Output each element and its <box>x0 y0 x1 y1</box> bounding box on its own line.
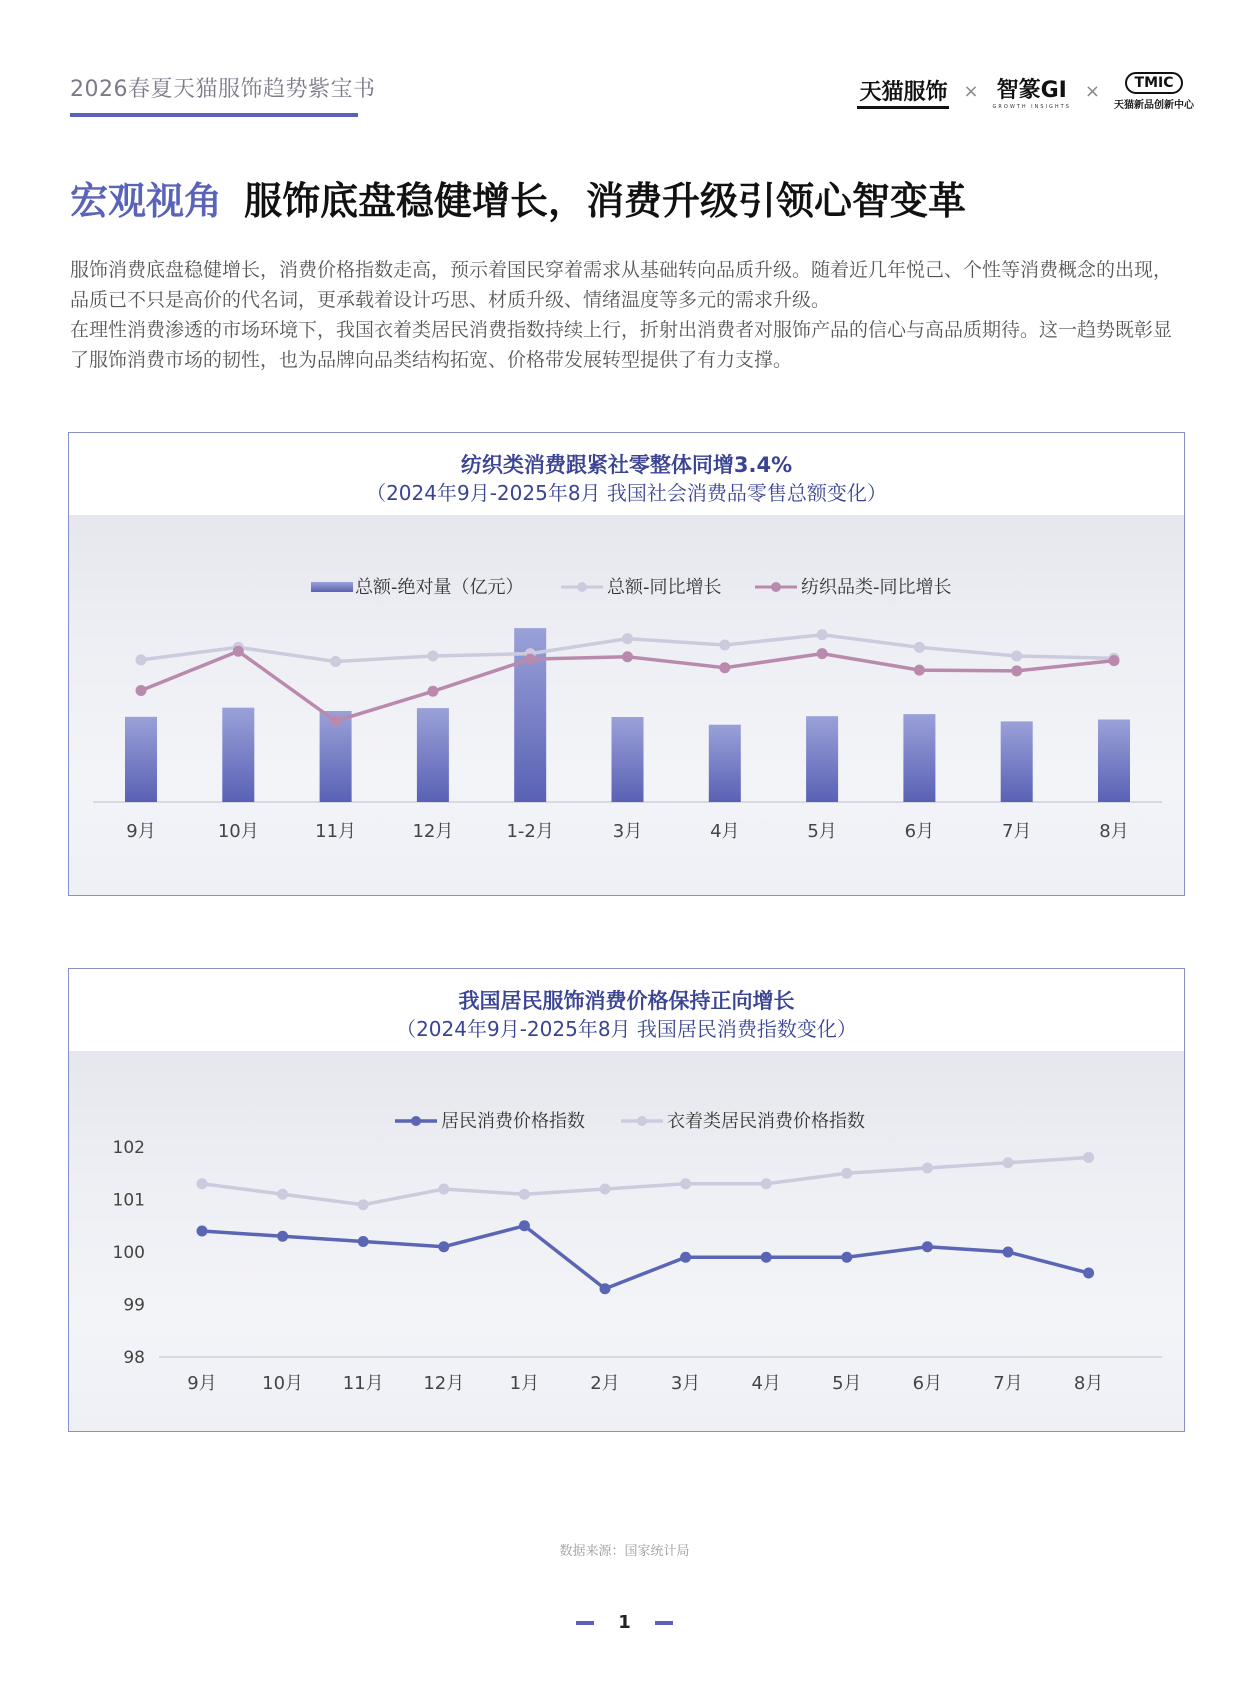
point-total-yoy <box>817 629 828 640</box>
y-tick-label: 101 <box>112 1190 145 1211</box>
legend-label: 衣着类居民消费价格指数 <box>667 1111 865 1132</box>
legend-label: 总额-绝对量（亿元） <box>355 577 524 598</box>
x-tick-label: 12月 <box>412 821 454 842</box>
legend-swatch-marker <box>637 1116 647 1126</box>
point-clothing-cpi <box>519 1189 530 1200</box>
x-tick-label: 9月 <box>126 821 156 842</box>
bar-total-absolute <box>417 708 449 802</box>
y-tick-label: 102 <box>112 1138 145 1158</box>
point-total-yoy <box>330 656 341 667</box>
legend-swatch-marker <box>411 1116 421 1126</box>
x-tick-label: 1-2月 <box>506 821 554 842</box>
intro-paragraph-2: 在理性消费渗透的市场环境下，我国衣着类居民消费指数持续上行，折射出消费者对服饰产品的信心与高品质期待。这一趋势既彰显了服饰消费市场的韧性，也为品牌向品类结构拓宽、价格带发展转型提供了有力支撑。 <box>70 319 1173 371</box>
y-tick-label: 98 <box>123 1348 145 1368</box>
line-cpi <box>202 1226 1089 1289</box>
point-clothing-cpi <box>761 1178 772 1189</box>
point-clothing-cpi <box>197 1178 208 1189</box>
legend-label: 总额-同比增长 <box>607 577 722 598</box>
x-tick-label: 8月 <box>1099 821 1129 842</box>
x-tick-label: 6月 <box>912 1373 943 1394</box>
logo-separator: × <box>963 81 979 102</box>
bar-total-absolute <box>709 725 741 802</box>
point-clothing-cpi <box>1083 1152 1094 1163</box>
gi-logo-text: 智篆GI <box>996 78 1067 103</box>
report-title-underline <box>70 113 358 117</box>
point-textile-yoy <box>525 654 536 665</box>
point-cpi <box>922 1241 933 1252</box>
intro-text <box>70 255 1185 375</box>
intro-paragraph-1: 服饰消费底盘稳健增长，消费价格指数走高，预示着国民穿着需求从基础转向品质升级。随着近几年悦己、个性等消费概念的出现，品质已不只是高价的代名词，更承载着设计巧思、材质升级、情绪温度等多元的需求升级。 <box>70 259 1173 311</box>
page-number <box>0 1612 1249 1633</box>
legend-label: 纺织品类-同比增长 <box>801 577 952 598</box>
bar-total-absolute <box>1098 720 1130 802</box>
point-clothing-cpi <box>841 1168 852 1179</box>
point-textile-yoy <box>817 648 828 659</box>
tmall-logo: 天猫服饰 <box>857 75 949 109</box>
point-clothing-cpi <box>922 1163 933 1174</box>
section-tag: 宏观视角 <box>70 179 223 223</box>
point-total-yoy <box>136 654 147 665</box>
x-tick-label: 10月 <box>217 821 259 842</box>
point-total-yoy <box>427 650 438 661</box>
page-dash-right <box>655 1621 673 1625</box>
point-clothing-cpi <box>277 1189 288 1200</box>
point-cpi <box>519 1220 530 1231</box>
x-tick-label: 12月 <box>423 1373 465 1394</box>
point-cpi <box>438 1241 449 1252</box>
legend-swatch-marker <box>577 582 587 592</box>
chart2-subtitle: （2024年9月-2025年8月 我国居民消费指数变化） <box>396 1017 857 1041</box>
gi-logo <box>993 73 1071 110</box>
point-cpi <box>197 1226 208 1237</box>
x-tick-label: 6月 <box>904 821 935 842</box>
x-tick-label: 11月 <box>315 821 357 842</box>
point-textile-yoy <box>622 651 633 662</box>
point-clothing-cpi <box>600 1184 611 1195</box>
retail-sales-chart <box>69 433 1184 895</box>
point-total-yoy <box>719 639 730 650</box>
line-clothing-cpi <box>202 1158 1089 1205</box>
x-tick-label: 7月 <box>993 1373 1023 1394</box>
chart1-title: 纺织类消费跟紧社零整体同增3.4% <box>460 453 793 477</box>
tmic-logo <box>1114 72 1194 111</box>
cpi-chart <box>69 969 1184 1431</box>
partner-logos <box>857 72 1194 111</box>
point-clothing-cpi <box>438 1184 449 1195</box>
point-total-yoy <box>914 642 925 653</box>
x-tick-label: 8月 <box>1073 1373 1104 1394</box>
point-cpi <box>680 1252 691 1263</box>
x-tick-label: 11月 <box>342 1373 384 1394</box>
report-title: 2026春夏天猫服饰趋势紫宝书 <box>70 77 376 102</box>
cpi-chart-panel <box>68 968 1185 1432</box>
point-textile-yoy <box>719 662 730 673</box>
x-tick-label: 1月 <box>509 1373 540 1394</box>
bar-total-absolute <box>222 708 254 802</box>
page-number-value: 1 <box>618 1612 631 1633</box>
x-tick-label: 2月 <box>590 1373 620 1394</box>
point-textile-yoy <box>330 716 341 727</box>
tmic-logo-text: TMIC <box>1125 72 1184 94</box>
tmic-logo-subtext: 天猫新品创新中心 <box>1114 100 1194 111</box>
page-dash-left <box>576 1621 594 1625</box>
point-textile-yoy <box>233 646 244 657</box>
bar-total-absolute <box>806 716 838 802</box>
point-textile-yoy <box>136 685 147 696</box>
gi-logo-subtext: GROWTH INSIGHTS <box>992 104 1071 110</box>
data-source: 数据来源：国家统计局 <box>559 1544 690 1559</box>
chart1-subtitle: （2024年9月-2025年8月 我国社会消费品零售总额变化） <box>366 481 887 505</box>
x-tick-label: 4月 <box>751 1373 781 1394</box>
point-total-yoy <box>622 633 633 644</box>
y-tick-label: 100 <box>112 1243 145 1263</box>
retail-sales-chart-panel <box>68 432 1185 896</box>
point-cpi <box>1083 1268 1094 1279</box>
point-textile-yoy <box>427 686 438 697</box>
x-tick-label: 10月 <box>262 1373 304 1394</box>
point-cpi <box>277 1231 288 1242</box>
section-title: 服饰底盘稳健增长，消费升级引领心智变革 <box>244 179 967 223</box>
section-heading <box>70 170 966 225</box>
point-total-yoy <box>1011 650 1022 661</box>
legend-label: 居民消费价格指数 <box>441 1111 585 1132</box>
point-textile-yoy <box>914 665 925 676</box>
point-cpi <box>761 1252 772 1263</box>
x-tick-label: 3月 <box>670 1373 701 1394</box>
x-tick-label: 7月 <box>1001 821 1032 842</box>
point-textile-yoy <box>1011 665 1022 676</box>
point-cpi <box>600 1283 611 1294</box>
bar-total-absolute <box>612 717 644 802</box>
legend-swatch-marker <box>771 582 781 592</box>
logo-separator: × <box>1084 81 1100 102</box>
bar-total-absolute <box>125 717 157 802</box>
point-textile-yoy <box>1109 655 1120 666</box>
point-clothing-cpi <box>358 1199 369 1210</box>
point-clothing-cpi <box>1003 1157 1014 1168</box>
chart2-title: 我国居民服饰消费价格保持正向增长 <box>458 989 795 1013</box>
point-cpi <box>358 1236 369 1247</box>
x-tick-label: 5月 <box>807 821 837 842</box>
x-tick-label: 9月 <box>187 1373 217 1394</box>
point-cpi <box>841 1252 852 1263</box>
bar-total-absolute <box>903 714 935 802</box>
legend-swatch-bar <box>311 582 353 592</box>
x-tick-label: 3月 <box>612 821 643 842</box>
point-clothing-cpi <box>680 1178 691 1189</box>
x-tick-label: 4月 <box>710 821 740 842</box>
point-cpi <box>1003 1247 1014 1258</box>
x-tick-label: 5月 <box>832 1373 862 1394</box>
y-tick-label: 99 <box>123 1295 145 1316</box>
bar-total-absolute <box>1001 721 1033 802</box>
